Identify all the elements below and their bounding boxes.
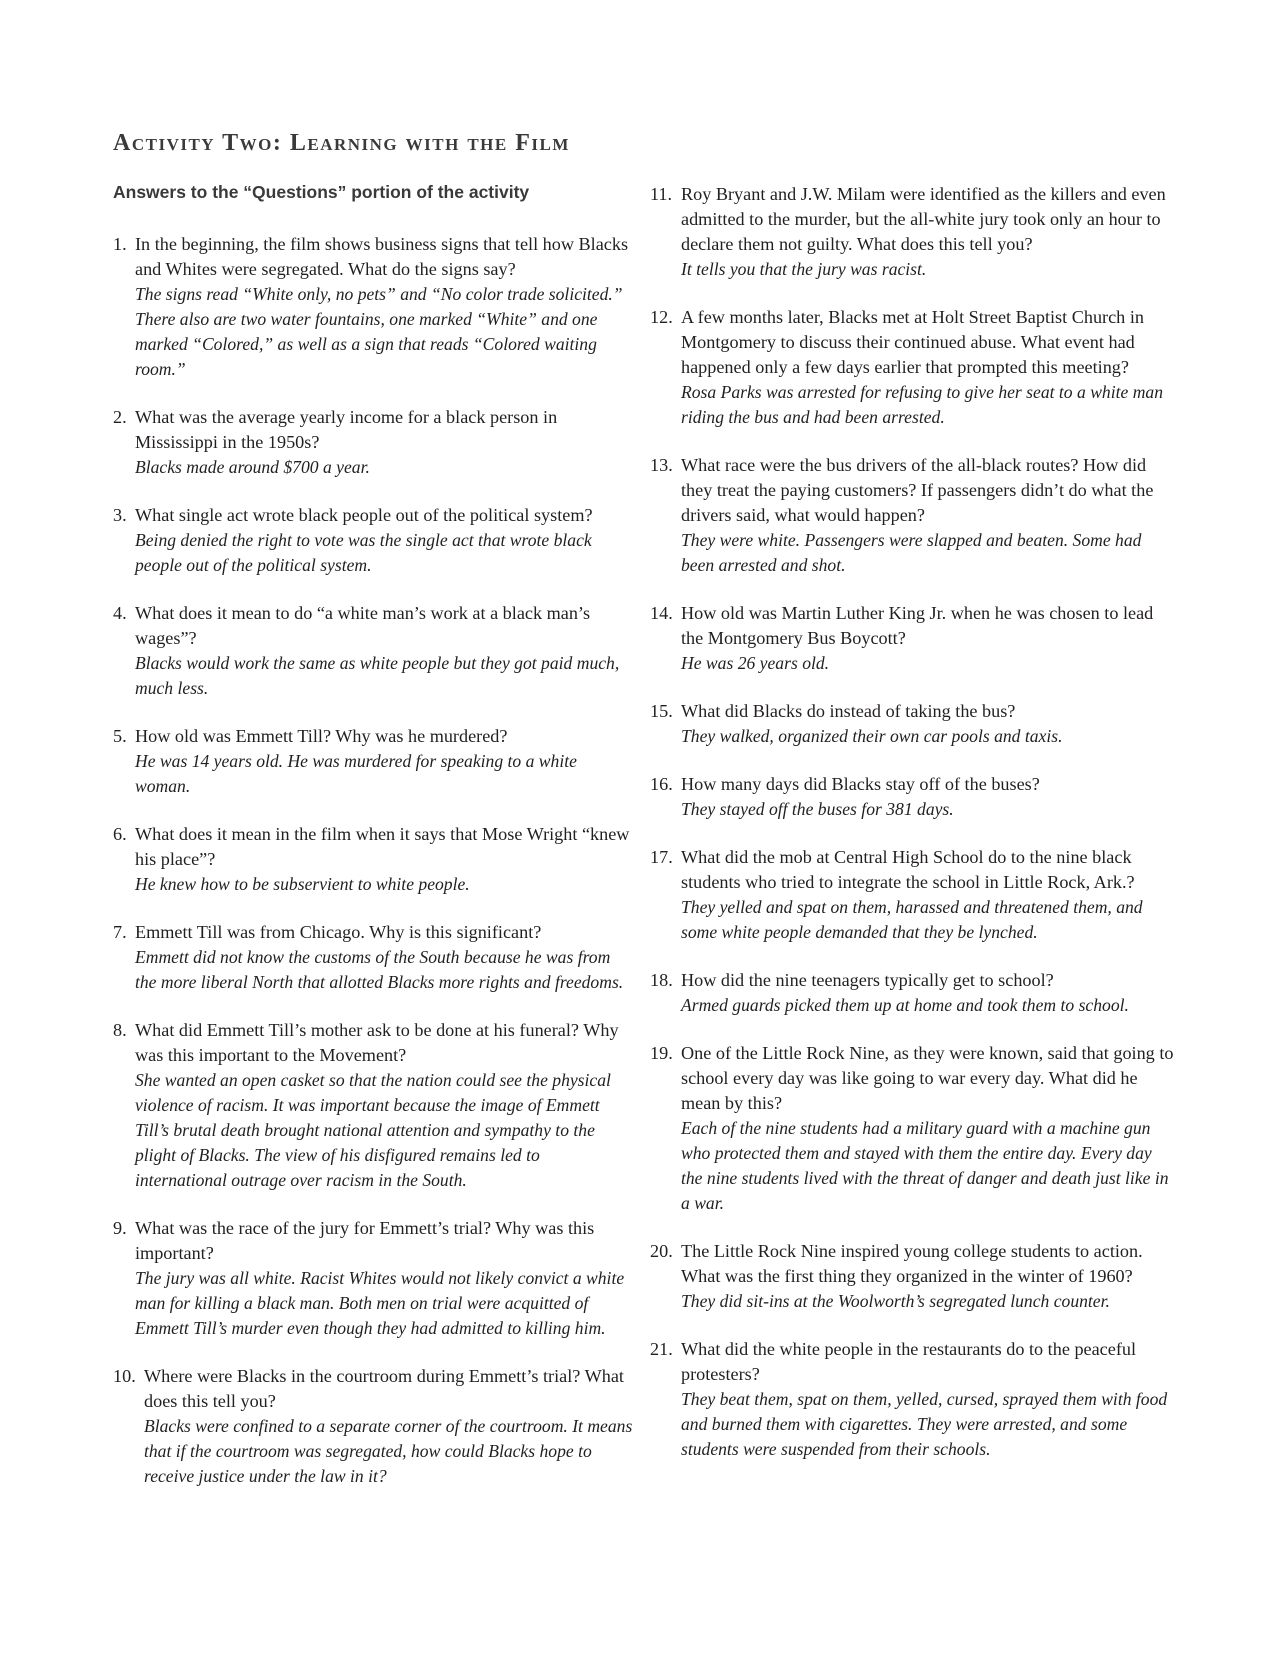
qa-item (113, 1364, 633, 1489)
section-subheading: Answers to the “Questions” portion of the activity (113, 182, 530, 202)
question-text: What does it mean to do “a white man’s work at a black man’s wages”? (135, 603, 591, 648)
question-number: 20. (650, 1241, 673, 1261)
question-text: What did Emmett Till’s mother ask to be done at his funeral? Why was this important to the Movement? (135, 1020, 619, 1065)
answer-text: They yelled and spat on them, harassed and threatened them, and some white people demanded that they be lynched. (681, 897, 1143, 942)
question-number: 4. (113, 603, 127, 623)
qa-item (113, 724, 633, 799)
question-text: What did the white people in the restaurants do to the peaceful protesters? (681, 1339, 1137, 1384)
qa-item (650, 601, 1175, 676)
question-number: 18. (650, 970, 673, 990)
question-number: 17. (650, 847, 673, 867)
question-text: What single act wrote black people out of the political system? (135, 505, 593, 525)
answer-text: She wanted an open casket so that the nation could see the physical violence of racism. It was important because the image of Emmett Till’s brutal death brought national attention and sympathy to the plight of Blacks. The view of his disfigured remains led to international outrage over racism in the South. (135, 1070, 611, 1190)
question-text: How old was Martin Luther King Jr. when he was chosen to lead the Montgomery Bus Boycott? (681, 603, 1154, 648)
question-number: 11. (650, 184, 673, 204)
question-text: Emmett Till was from Chicago. Why is this significant? (135, 922, 542, 942)
answer-text: Rosa Parks was arrested for refusing to give her seat to a white man riding the bus and had been arrested. (681, 382, 1164, 427)
question-number: 19. (650, 1043, 673, 1063)
qa-item (650, 453, 1175, 578)
question-text: How did the nine teenagers typically get to school? (681, 970, 1054, 990)
qa-item (113, 232, 633, 382)
question-number: 12. (650, 307, 673, 327)
answer-text: Blacks would work the same as white people but they got paid much, much less. (135, 653, 620, 698)
qa-item (113, 822, 633, 897)
qa-item (650, 845, 1175, 945)
qa-item (650, 182, 1175, 282)
qa-item (113, 1018, 633, 1193)
question-number: 6. (113, 824, 127, 844)
question-text: What does it mean in the film when it says that Mose Wright “knew his place”? (135, 824, 630, 869)
question-number: 10. (113, 1366, 136, 1386)
question-number: 21. (650, 1339, 673, 1359)
question-text: A few months later, Blacks met at Holt Street Baptist Church in Montgomery to discuss their continued abuse. What event had happened only a few days earlier that prompted this meeting? (681, 307, 1144, 377)
left-column (113, 232, 633, 1489)
answer-text: He knew how to be subservient to white people. (135, 874, 470, 894)
answer-text: Blacks made around $700 a year. (135, 457, 370, 477)
answer-text: The jury was all white. Racist Whites would not likely convict a white man for killing a black man. Both men on trial were acquitted of Emmett Till’s murder even though they had admitted to killing him. (135, 1268, 625, 1338)
question-number: 14. (650, 603, 673, 623)
question-text: How many days did Blacks stay off of the buses? (681, 774, 1040, 794)
answer-text: He was 14 years old. He was murdered for speaking to a white woman. (135, 751, 577, 796)
answer-text: They walked, organized their own car pools and taxis. (681, 726, 1063, 746)
question-text: How old was Emmett Till? Why was he murdered? (135, 726, 508, 746)
answer-text: Armed guards picked them up at home and took them to school. (681, 995, 1129, 1015)
question-number: 15. (650, 701, 673, 721)
question-text: In the beginning, the film shows business signs that tell how Blacks and Whites were segregated. What do the signs say? (135, 234, 629, 279)
question-number: 2. (113, 407, 127, 427)
qa-item (650, 305, 1175, 430)
question-text: Where were Blacks in the courtroom during Emmett’s trial? What does this tell you? (144, 1366, 624, 1411)
question-text: Roy Bryant and J.W. Milam were identified as the killers and even admitted to the murder, but the all-white jury took only an hour to declare them not guilty. What does this tell you? (681, 184, 1166, 254)
qa-item (650, 772, 1175, 822)
qa-item (113, 601, 633, 701)
answer-text: Each of the nine students had a military guard with a machine gun who protected them and stayed with them the entire day. Every day the nine students lived with the threat of danger and death just like in a war. (681, 1118, 1169, 1213)
answer-text: They did sit-ins at the Woolworth’s segregated lunch counter. (681, 1291, 1110, 1311)
page-title: Activity Two: Learning with the Film (113, 130, 570, 156)
answer-text: Emmett did not know the customs of the South because he was from the more liberal North that allotted Blacks more rights and freedoms. (135, 947, 624, 992)
answer-text: They stayed off the buses for 381 days. (681, 799, 954, 819)
question-text: What race were the bus drivers of the all-black routes? How did they treat the paying customers? If passengers didn’t do what the drivers said, what would happen? (681, 455, 1154, 525)
question-text: One of the Little Rock Nine, as they were known, said that going to school every day was like going to war every day. What did he mean by this? (681, 1043, 1174, 1113)
question-number: 3. (113, 505, 127, 525)
question-text: What was the average yearly income for a black person in Mississippi in the 1950s? (135, 407, 558, 452)
question-number: 5. (113, 726, 127, 746)
question-number: 1. (113, 234, 127, 254)
question-number: 8. (113, 1020, 127, 1040)
question-number: 16. (650, 774, 673, 794)
qa-item (113, 920, 633, 995)
question-text: What did Blacks do instead of taking the bus? (681, 701, 1016, 721)
qa-item (113, 503, 633, 578)
qa-item (113, 405, 633, 480)
qa-item (650, 1337, 1175, 1462)
qa-item (650, 968, 1175, 1018)
answer-text: They beat them, spat on them, yelled, cursed, sprayed them with food and burned them with cigarettes. They were arrested, and some students were suspended from their schools. (681, 1389, 1168, 1459)
qa-item (650, 699, 1175, 749)
answer-text: The signs read “White only, no pets” and “No color trade solicited.” There also are two water fountains, one marked “White” and one marked “Colored,” as well as a sign that reads “Colored waiting room.” (135, 284, 623, 379)
qa-item (650, 1041, 1175, 1216)
qa-item (113, 1216, 633, 1341)
question-number: 9. (113, 1218, 127, 1238)
qa-item (650, 1239, 1175, 1314)
question-text: What did the mob at Central High School do to the nine black students who tried to integrate the school in Little Rock, Ark.? (681, 847, 1135, 892)
question-text: What was the race of the jury for Emmett’s trial? Why was this important? (135, 1218, 595, 1263)
answer-text: Being denied the right to vote was the single act that wrote black people out of the political system. (135, 530, 592, 575)
right-column (650, 182, 1175, 1462)
answer-text: Blacks were confined to a separate corner of the courtroom. It means that if the courtroom was segregated, how could Blacks hope to receive justice under the law in it? (144, 1416, 633, 1486)
answer-text: He was 26 years old. (681, 653, 830, 673)
question-number: 7. (113, 922, 127, 942)
question-text: The Little Rock Nine inspired young college students to action. What was the first thing they organized in the winter of 1960? (681, 1241, 1143, 1286)
answer-text: It tells you that the jury was racist. (681, 259, 927, 279)
answer-text: They were white. Passengers were slapped and beaten. Some had been arrested and shot. (681, 530, 1142, 575)
question-number: 13. (650, 455, 673, 475)
